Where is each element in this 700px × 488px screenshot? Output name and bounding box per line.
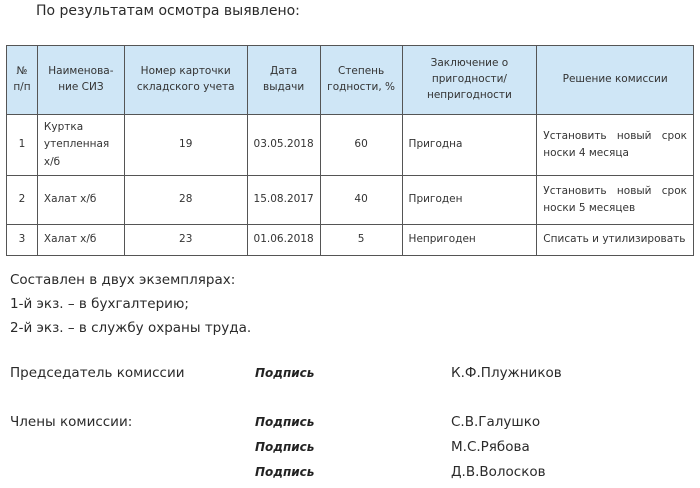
member-name: М.С.Рябова [451, 439, 530, 455]
cell-name: Халат х/б [37, 224, 124, 255]
cell-decision: Установить новый срок носки 5 месяцев [537, 175, 694, 224]
header-card: Номер карточки складского учета [124, 46, 247, 115]
cell-conclusion: Пригоден [402, 175, 537, 224]
header-num: № п/п [7, 46, 38, 115]
member-signature: Подпись [255, 415, 315, 429]
cell-num: 3 [7, 224, 38, 255]
note-line: 1-й экз. – в бухгалтерию; [10, 296, 189, 312]
member-signature: Подпись [255, 440, 315, 454]
cell-card: 28 [124, 175, 247, 224]
chairman-name: К.Ф.Плужников [451, 365, 562, 381]
cell-decision: Установить новый срок носки 4 месяца [537, 115, 694, 176]
table-row [7, 175, 694, 224]
cell-degree: 5 [320, 224, 402, 255]
member-name: С.В.Галушко [451, 414, 541, 430]
header-decision: Решение комиссии [537, 46, 694, 115]
table-row [7, 115, 694, 176]
header-conclusion: Заключение о пригодности/ непригодности [402, 46, 537, 115]
cell-date: 01.06.2018 [247, 224, 320, 255]
note-line: 2-й экз. – в службу охраны труда. [10, 320, 252, 336]
copies-notes [10, 268, 251, 340]
chairman-signature: Подпись [255, 366, 315, 380]
table-row [7, 224, 694, 255]
members-label: Члены комиссии: [10, 414, 133, 430]
header-degree: Степень годности, % [320, 46, 402, 115]
cell-num: 1 [7, 115, 38, 176]
member-name: Д.В.Волосков [451, 464, 546, 480]
cell-degree: 40 [320, 175, 402, 224]
cell-num: 2 [7, 175, 38, 224]
cell-decision: Списать и утилизировать [537, 224, 694, 255]
cell-name: Куртка утепленная х/б [37, 115, 124, 176]
cell-degree: 60 [320, 115, 402, 176]
chairman-label: Председатель комиссии [10, 365, 185, 381]
note-line: Составлен в двух экземплярах: [10, 272, 236, 288]
cell-date: 03.05.2018 [247, 115, 320, 176]
header-date: Дата выдачи [247, 46, 320, 115]
intro-text: По результатам осмотра выявлено: [36, 3, 300, 19]
cell-card: 23 [124, 224, 247, 255]
cell-card: 19 [124, 115, 247, 176]
table-header-row [7, 46, 694, 115]
header-name: Наименова-ние СИЗ [37, 46, 124, 115]
cell-conclusion: Непригоден [402, 224, 537, 255]
cell-conclusion: Пригодна [402, 115, 537, 176]
member-signature: Подпись [255, 465, 315, 479]
cell-name: Халат х/б [37, 175, 124, 224]
cell-date: 15.08.2017 [247, 175, 320, 224]
inspection-table [6, 45, 694, 256]
